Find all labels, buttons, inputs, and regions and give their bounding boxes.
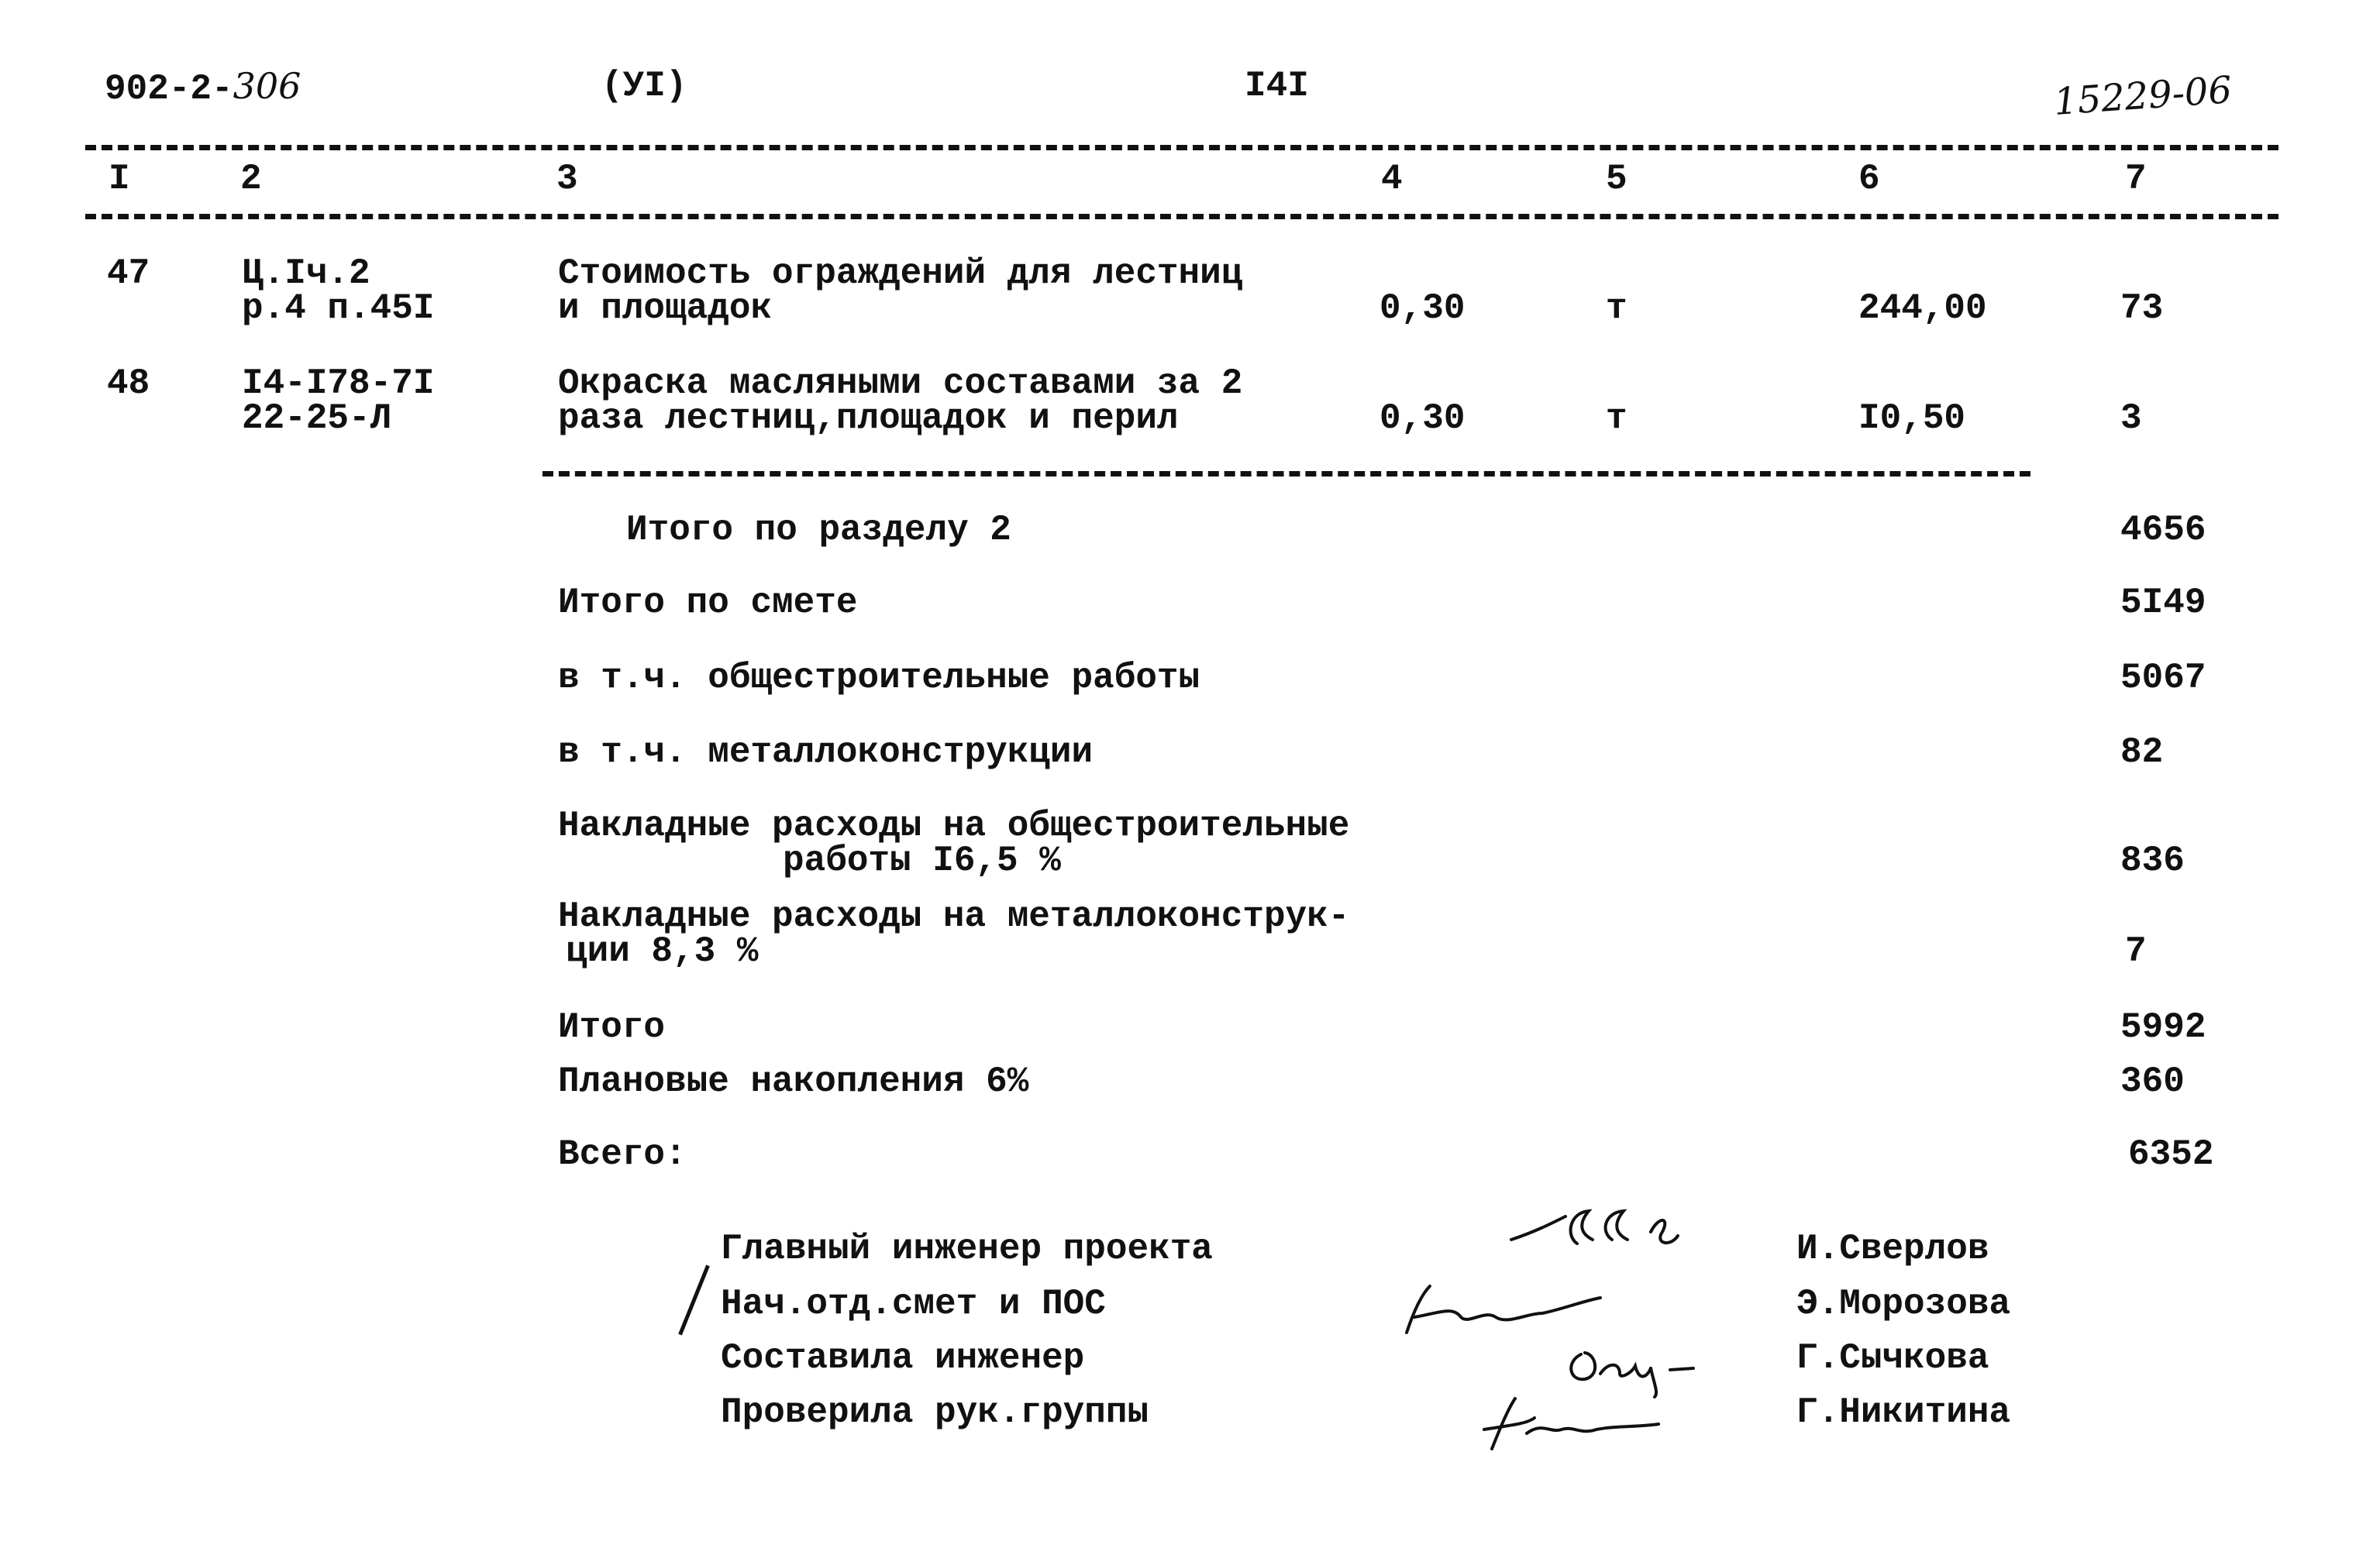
metal-structures-value: 82 [2120, 732, 2164, 772]
handwritten-signature [1503, 1197, 1736, 1267]
row-unit: т [1606, 398, 1627, 439]
signature-role: Проверила рук.группы [721, 1392, 1149, 1433]
row-quantity: 0,30 [1379, 288, 1466, 329]
overhead-general-label: Накладные расходы на общестроительные [558, 806, 1350, 846]
section2-total-label: Итого по разделу 2 [626, 510, 1011, 550]
header-divider-top [85, 145, 2278, 150]
metal-structures-label: в т.ч. металлоконструкции [558, 732, 1094, 772]
totals-divider [542, 471, 2030, 476]
row-total: 73 [2120, 288, 2164, 329]
page-number: I4I [1245, 66, 1309, 106]
row-quantity: 0,30 [1379, 398, 1466, 439]
signature-name: Э.Морозова [1796, 1284, 2011, 1324]
overhead-metal-label: Накладные расходы на металлоконструк- [558, 896, 1350, 937]
pen-mark [678, 1265, 710, 1336]
row-unit: т [1606, 288, 1627, 329]
overhead-metal-label: ции 8,3 % [566, 931, 759, 972]
grand-total-label: Всего: [558, 1134, 687, 1175]
column-header-3: 3 [556, 159, 578, 199]
row-code: 22-25-Л [242, 398, 392, 439]
general-works-value: 5067 [2120, 658, 2206, 698]
row-description: Стоимость ограждений для лестниц [558, 253, 1243, 294]
planned-savings-value: 360 [2120, 1061, 2185, 1102]
row-code: Ц.Iч.2 [242, 253, 370, 294]
signature-name: Г.Никитина [1796, 1392, 2011, 1433]
row-description: и площадок [558, 288, 773, 329]
handwritten-signature [1472, 1387, 1689, 1457]
column-header-1: I [108, 159, 130, 199]
signature-name: И.Сверлов [1796, 1229, 1989, 1269]
signature-role: Составила инженер [721, 1338, 1085, 1378]
row-price: I0,50 [1858, 398, 1966, 439]
row-number: 48 [107, 363, 150, 404]
column-header-2: 2 [240, 159, 262, 199]
row-code: р.4 п.45I [242, 288, 435, 329]
signature-role: Главный инженер проекта [721, 1229, 1213, 1269]
handwritten-signature [1558, 1331, 1728, 1393]
overhead-general-label: работы I6,5 % [783, 841, 1061, 881]
column-header-7: 7 [2125, 159, 2147, 199]
row-code: I4-I78-7I [242, 363, 435, 404]
planned-savings-label: Плановые накопления 6% [558, 1061, 1029, 1102]
general-works-label: в т.ч. общестроительные работы [558, 658, 1200, 698]
section2-total-value: 4656 [2120, 510, 2206, 550]
column-header-4: 4 [1381, 159, 1403, 199]
section-number: (УI) [601, 66, 687, 106]
subtotal-label: Итого [558, 1007, 666, 1048]
grand-total-value: 6352 [2128, 1134, 2214, 1175]
estimate-total-value: 5I49 [2120, 583, 2206, 623]
estimate-total-label: Итого по смете [558, 583, 858, 623]
overhead-metal-value: 7 [2125, 931, 2147, 972]
doc-code: 902-2-306 [105, 65, 301, 109]
signature-name: Г.Сычкова [1796, 1338, 1989, 1378]
row-description: Окраска масляными составами за 2 [558, 363, 1243, 404]
row-price: 244,00 [1858, 288, 1987, 329]
signature-role: Нач.отд.смет и ПОС [721, 1284, 1106, 1324]
row-description: раза лестниц,площадок и перил [558, 398, 1179, 439]
column-header-5: 5 [1606, 159, 1627, 199]
row-total: 3 [2120, 398, 2142, 439]
row-number: 47 [107, 253, 150, 294]
archive-number: 15229-06 [2052, 68, 2234, 124]
overhead-general-value: 836 [2120, 841, 2185, 881]
column-header-6: 6 [1858, 159, 1880, 199]
subtotal-value: 5992 [2120, 1007, 2206, 1048]
header-divider-bottom [85, 214, 2278, 219]
